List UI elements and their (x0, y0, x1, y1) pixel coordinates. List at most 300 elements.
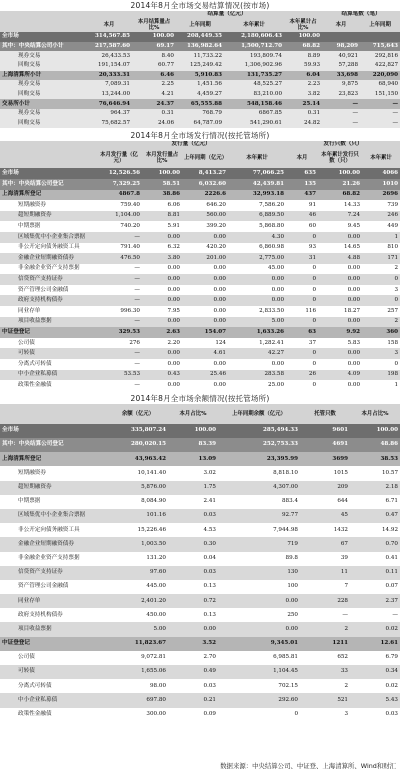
cell-value: 3.52 (168, 637, 218, 651)
cell-value: 6,889.50 (228, 211, 286, 222)
cell-value: 810 (362, 243, 400, 254)
cell-value: 116 (286, 306, 318, 317)
cell-value: 69.17 (132, 42, 176, 52)
cell-value: 7,329.25 (96, 179, 142, 190)
cell-value: 5,910.83 (176, 71, 224, 81)
cell-value: 0.00 (142, 264, 182, 275)
cell-value: — (96, 348, 142, 359)
cell-value: 24.82 (284, 119, 322, 129)
row-label: 现券交易 (0, 109, 86, 119)
cell-value: 2,775.00 (228, 253, 286, 264)
cell-value: 18.27 (318, 306, 362, 317)
table-row (0, 495, 400, 509)
issuance-title: 2014年8月全市场发行情况(按托管场所) (130, 131, 270, 141)
cell-value: 0.00 (228, 285, 286, 296)
row-label: 区域集优中小企业集合票据 (0, 509, 108, 523)
t1-col-header-3: 上年同期 (176, 18, 224, 32)
t3-col-header-3: 上年同期余额（亿元） (218, 404, 300, 424)
cell-value: 25.00 (228, 380, 286, 391)
table-row (0, 438, 400, 452)
cell-value: 0 (286, 232, 318, 243)
cell-value: 768.79 (176, 109, 224, 119)
row-label: 非公开定向债务融资工具 (0, 243, 96, 254)
cell-value: 1 (362, 380, 400, 391)
row-label: 可转债 (0, 348, 96, 359)
cell-value: 450.00 (108, 608, 168, 622)
cell-value: 300.00 (108, 708, 168, 722)
cell-value: 92.77 (218, 509, 300, 523)
cell-value: 100.00 (168, 424, 218, 438)
cell-value: 9,072.81 (108, 651, 168, 665)
settlement-title: 2014年8月全市场交易结算情况(按市场) (130, 1, 270, 10)
issuance-table (0, 141, 400, 391)
cell-value: 13.09 (168, 452, 218, 466)
cell-value: 24.37 (132, 99, 176, 109)
cell-value: 5.83 (318, 338, 362, 349)
cell-value: 246 (362, 211, 400, 222)
table-row (0, 651, 400, 665)
cell-value: 9.92 (318, 327, 362, 338)
cell-value: 0.13 (168, 580, 218, 594)
cell-value: 292.60 (218, 693, 300, 707)
cell-value: 0.04 (168, 552, 218, 566)
cell-value: 32,993.18 (228, 190, 286, 201)
cell-value: 154.07 (182, 327, 228, 338)
cell-value: 8,413.27 (182, 168, 228, 179)
cell-value: 0.00 (318, 232, 362, 243)
cell-value: — (96, 359, 142, 370)
cell-value: 2.20 (142, 338, 182, 349)
table-row (0, 608, 400, 622)
cell-value: 644 (300, 495, 350, 509)
cell-value: 97.60 (108, 566, 168, 580)
cell-value: 14.92 (350, 523, 400, 537)
cell-value: 476.50 (96, 253, 142, 264)
row-label: 现券交易 (0, 80, 86, 90)
cell-value: 0.00 (228, 274, 286, 285)
cell-value: 98,209 (322, 42, 360, 52)
cell-value: 3.80 (142, 253, 182, 264)
row-label: 非金融企业资产支持票据 (0, 264, 96, 275)
cell-value: 53.53 (96, 370, 142, 381)
cell-value: — (300, 608, 350, 622)
cell-value: 1,655.06 (108, 665, 168, 679)
issuance-count-group-header: 发行只数（只） (286, 141, 400, 148)
cell-value: 0 (286, 348, 318, 359)
row-label: 上海清算所登记 (0, 190, 96, 201)
cell-value: 2,833.50 (228, 306, 286, 317)
cell-value: 38.53 (350, 452, 400, 466)
cell-value: 43,963.42 (108, 452, 168, 466)
balance-section (0, 393, 400, 722)
cell-value: 3 (362, 285, 400, 296)
cell-value: 5,868.80 (228, 221, 286, 232)
cell-value: 791.40 (96, 243, 142, 254)
cell-value: 135 (286, 179, 318, 190)
row-label: 超短期融资券 (0, 481, 108, 495)
cell-value (360, 32, 400, 42)
table-row (0, 338, 400, 349)
table-row (0, 80, 400, 90)
cell-value: 8.89 (284, 51, 322, 61)
cell-value: 5.00 (228, 317, 286, 328)
cell-value: 228 (300, 594, 350, 608)
table-row (0, 109, 400, 119)
cell-value: 0.03 (350, 708, 400, 722)
cell-value: 0.00 (182, 359, 228, 370)
t1-col-header-1: 本月 (86, 18, 132, 32)
cell-value: 171 (362, 253, 400, 264)
cell-value: 329.53 (96, 327, 142, 338)
cell-value: 1432 (300, 523, 350, 537)
issuance-section (0, 130, 400, 391)
cell-value: 740.20 (96, 221, 142, 232)
cell-value: 883.4 (218, 495, 300, 509)
cell-value: 0.00 (182, 306, 228, 317)
cell-value: 422,827 (360, 61, 400, 71)
cell-value: 360 (362, 327, 400, 338)
t2-col-header-0 (0, 148, 96, 168)
cell-value: 24.06 (132, 119, 176, 129)
cell-value: 2696 (362, 190, 400, 201)
balance-table (0, 404, 400, 722)
cell-value: 0.00 (142, 348, 182, 359)
cell-value: — (322, 119, 360, 129)
cell-value: 8,084.90 (108, 495, 168, 509)
cell-value: 1,104.00 (96, 211, 142, 222)
cell-value: 2.23 (284, 80, 322, 90)
cell-value: 10.57 (350, 466, 400, 480)
cell-value: 45.00 (228, 264, 286, 275)
cell-value: 220,090 (360, 71, 400, 81)
cell-value: 3.82 (284, 90, 322, 100)
t2-col-header-1: 本月发行量（亿元） (96, 148, 142, 168)
cell-value: — (360, 109, 400, 119)
cell-value: 6867.85 (224, 109, 284, 119)
cell-value: 0.00 (142, 285, 182, 296)
cell-value: 4,459.27 (176, 90, 224, 100)
cell-value: 0 (286, 317, 318, 328)
cell-value: 8.81 (142, 211, 182, 222)
cell-value: 4691 (300, 438, 350, 452)
cell-value: 652 (300, 651, 350, 665)
cell-value: 40,921 (322, 51, 360, 61)
cell-value: 48.86 (350, 438, 400, 452)
cell-value: 697.80 (108, 693, 168, 707)
cell-value: 2.41 (168, 495, 218, 509)
cell-value: 0 (362, 295, 400, 306)
cell-value (322, 32, 360, 42)
cell-value: 4.61 (182, 348, 228, 359)
row-label: 分离式可转债 (0, 359, 96, 370)
t3-col-header-2: 本月占比% (168, 404, 218, 424)
row-label: 非公开定向债务融资工具 (0, 523, 108, 537)
cell-value: 1010 (362, 179, 400, 190)
row-label: 中期票据 (0, 221, 96, 232)
cell-value: 0.11 (350, 566, 400, 580)
cell-value: 4.88 (318, 253, 362, 264)
cell-value: 7 (300, 580, 350, 594)
cell-value: 1.75 (168, 481, 218, 495)
cell-value: 14.65 (318, 243, 362, 254)
cell-value: 0 (286, 285, 318, 296)
cell-value: 158 (362, 338, 400, 349)
table-row (0, 90, 400, 100)
table-row (0, 285, 400, 296)
cell-value: 12.61 (350, 637, 400, 651)
cell-value: 63 (286, 327, 318, 338)
cell-value: 2 (300, 679, 350, 693)
table-row (0, 348, 400, 359)
cell-value: 25.46 (182, 370, 228, 381)
cell-value: 65,555.88 (176, 99, 224, 109)
cell-value: — (322, 99, 360, 109)
table-row (0, 679, 400, 693)
row-label: 项目收益票据 (0, 317, 96, 328)
table-row (0, 168, 400, 179)
cell-value: 0 (286, 359, 318, 370)
cell-value: 60.77 (132, 61, 176, 71)
cell-value: 75,682.57 (86, 119, 132, 129)
t2-col-header-3: 上年同期（亿元） (182, 148, 228, 168)
cell-value: 8,818.10 (218, 466, 300, 480)
cell-value: — (350, 608, 400, 622)
cell-value: 57,288 (322, 61, 360, 71)
cell-value: 0.13 (168, 608, 218, 622)
cell-value: 98.00 (108, 679, 168, 693)
cell-value: 4,307.00 (218, 481, 300, 495)
row-label: 信贷资产支持证券 (0, 566, 108, 580)
cell-value: 0.03 (168, 566, 218, 580)
row-label: 短期融资券 (0, 200, 96, 211)
t3-col-header-5: 本月占比% (350, 404, 400, 424)
cell-value: 10,141.40 (108, 466, 168, 480)
cell-value: 0.00 (318, 274, 362, 285)
row-label: 政策性金融债 (0, 380, 96, 391)
t3-col-header-0 (0, 404, 108, 424)
cell-value: — (322, 109, 360, 119)
row-label: 金融企业短期融资债券 (0, 537, 108, 551)
settlement-table (0, 11, 400, 128)
cell-value: 0.03 (168, 679, 218, 693)
cell-value: 0.02 (350, 679, 400, 693)
table-row (0, 51, 400, 61)
cell-value: 1,306,902.96 (224, 61, 284, 71)
cell-value: 285,494.33 (218, 424, 300, 438)
cell-value: 0.02 (350, 622, 400, 636)
cell-value: 715,643 (360, 42, 400, 52)
settlement-section (0, 0, 400, 128)
cell-value: 964.37 (86, 109, 132, 119)
cell-value: 1 (362, 232, 400, 243)
cell-value: 9,345.01 (218, 637, 300, 651)
cell-value: 100.00 (142, 168, 182, 179)
cell-value: 0.00 (318, 348, 362, 359)
cell-value: 131,735.27 (224, 71, 284, 81)
cell-value: 2.63 (142, 327, 182, 338)
cell-value: 635 (286, 168, 318, 179)
cell-value: 83,210.00 (224, 90, 284, 100)
cell-value: 560.00 (182, 211, 228, 222)
cell-value: — (96, 274, 142, 285)
cell-value: 4066 (362, 168, 400, 179)
cell-value: 0.00 (182, 232, 228, 243)
table-row (0, 221, 400, 232)
t1-col-header-0 (0, 18, 86, 32)
cell-value: 91 (286, 200, 318, 211)
table-row (0, 264, 400, 275)
cell-value: 2.70 (168, 651, 218, 665)
cell-value: 68.82 (318, 190, 362, 201)
cell-value: 76,646.94 (86, 99, 132, 109)
row-label: 交易所小计 (0, 99, 86, 109)
table-row (0, 295, 400, 306)
table-row (0, 99, 400, 109)
cell-value: 250 (218, 608, 300, 622)
table-row (0, 370, 400, 381)
cell-value: 6.46 (132, 71, 176, 81)
cell-value: 201.00 (182, 253, 228, 264)
cell-value: 0.72 (168, 594, 218, 608)
settlement-volume-group-header: 结算量（亿元） (132, 11, 322, 18)
cell-value: 252,753.33 (218, 438, 300, 452)
cell-value: 0.00 (182, 264, 228, 275)
table-row (0, 243, 400, 254)
cell-value: 548,158.46 (224, 99, 284, 109)
cell-value: 100 (218, 580, 300, 594)
cell-value: 0.00 (218, 594, 300, 608)
cell-value: 4.30 (228, 232, 286, 243)
cell-value: 7,089.31 (86, 80, 132, 90)
cell-value: 2 (362, 317, 400, 328)
cell-value: 0.00 (228, 295, 286, 306)
cell-value: 1,500,712.70 (224, 42, 284, 52)
table-row (0, 523, 400, 537)
cell-value: 0.31 (284, 109, 322, 119)
cell-value: 257 (362, 306, 400, 317)
cell-value: 7,586.20 (228, 200, 286, 211)
cell-value: 11,733.22 (176, 51, 224, 61)
table-row (0, 424, 400, 438)
row-label: 中证登登记 (0, 637, 108, 651)
cell-value: 6.06 (142, 200, 182, 211)
cell-value: 0.00 (182, 380, 228, 391)
cell-value: 9601 (300, 424, 350, 438)
table-row (0, 274, 400, 285)
cell-value: 151,150 (360, 90, 400, 100)
t2-col-header-6: 本年累计发行只数（只） (318, 148, 362, 168)
row-label: 公司债 (0, 338, 96, 349)
cell-value: 77,066.25 (228, 168, 286, 179)
cell-value: 0.21 (168, 693, 218, 707)
cell-value: 3699 (300, 452, 350, 466)
cell-value: — (96, 285, 142, 296)
t1-col-header-4: 本年累计 (224, 18, 284, 32)
table-row (0, 452, 400, 466)
cell-value: 0 (362, 359, 400, 370)
cell-value: 191,154.07 (86, 61, 132, 71)
cell-value: 33,698 (322, 71, 360, 81)
row-label: 同业存单 (0, 306, 96, 317)
settlement-count-group-header: 结算笔数（笔） (322, 11, 400, 18)
cell-value: 21.26 (318, 179, 362, 190)
cell-value: 292,816 (360, 51, 400, 61)
cell-value: 0.00 (168, 622, 218, 636)
cell-value: 0.00 (318, 359, 362, 370)
table-row (0, 566, 400, 580)
cell-value: 0.00 (142, 232, 182, 243)
cell-value: 0.00 (318, 317, 362, 328)
cell-value: 37 (286, 338, 318, 349)
cell-value: 2 (300, 622, 350, 636)
table-row (0, 327, 400, 338)
cell-value: 26 (286, 370, 318, 381)
row-label: 回购交易 (0, 61, 86, 71)
data-source-footer: 数据来源：中央结算公司、中证登、上海清算所、Wind和财汇 (220, 762, 396, 770)
row-label: 回购交易 (0, 119, 86, 129)
cell-value: 719 (218, 537, 300, 551)
row-label: 政府支持机构债券 (0, 608, 108, 622)
cell-value: 5.91 (142, 221, 182, 232)
cell-value: 93 (286, 243, 318, 254)
t1-col-header-5: 本年累计占比% (284, 18, 322, 32)
cell-value: 1,003.50 (108, 537, 168, 551)
row-label: 政府支持机构债券 (0, 295, 96, 306)
table-row (0, 32, 400, 42)
table-row (0, 509, 400, 523)
cell-value: 6,860.98 (228, 243, 286, 254)
cell-value: 14.33 (318, 200, 362, 211)
cell-value: 0.00 (318, 295, 362, 306)
row-label: 其中：中央结算公司登记 (0, 179, 96, 190)
table-row (0, 119, 400, 129)
cell-value: 0.00 (142, 380, 182, 391)
cell-value: 1015 (300, 466, 350, 480)
row-label: 其中：中央结算公司登记 (0, 438, 108, 452)
row-label: 回购交易 (0, 90, 86, 100)
cell-value: 20,333.31 (86, 71, 132, 81)
cell-value: 23,395.99 (218, 452, 300, 466)
table-row (0, 211, 400, 222)
cell-value: 7,944.98 (218, 523, 300, 537)
cell-value: 209 (300, 481, 350, 495)
cell-value: 996.30 (96, 306, 142, 317)
row-label: 区域集优中小企业集合票据 (0, 232, 96, 243)
table-row (0, 580, 400, 594)
cell-value: 0 (362, 274, 400, 285)
cell-value: 68.82 (284, 42, 322, 52)
cell-value: 45 (300, 509, 350, 523)
cell-value: 39 (300, 552, 350, 566)
cell-value: 0.41 (350, 552, 400, 566)
row-label: 全市场 (0, 32, 86, 42)
row-label: 信贷资产支持证券 (0, 274, 96, 285)
cell-value: 314,567.85 (86, 32, 132, 42)
row-label: 同业存单 (0, 594, 108, 608)
cell-value: 4.21 (132, 90, 176, 100)
cell-value: 42.27 (228, 348, 286, 359)
cell-value: 9.45 (318, 221, 362, 232)
cell-value: 0.00 (142, 317, 182, 328)
row-label: 全市场 (0, 168, 96, 179)
cell-value: 2,401.20 (108, 594, 168, 608)
cell-value: 12,526.56 (96, 168, 142, 179)
cell-value: — (96, 295, 142, 306)
cell-value: 6,985.81 (218, 651, 300, 665)
cell-value: — (96, 380, 142, 391)
t2-col-header-2: 本月发行量占比% (142, 148, 182, 168)
table-row (0, 232, 400, 243)
